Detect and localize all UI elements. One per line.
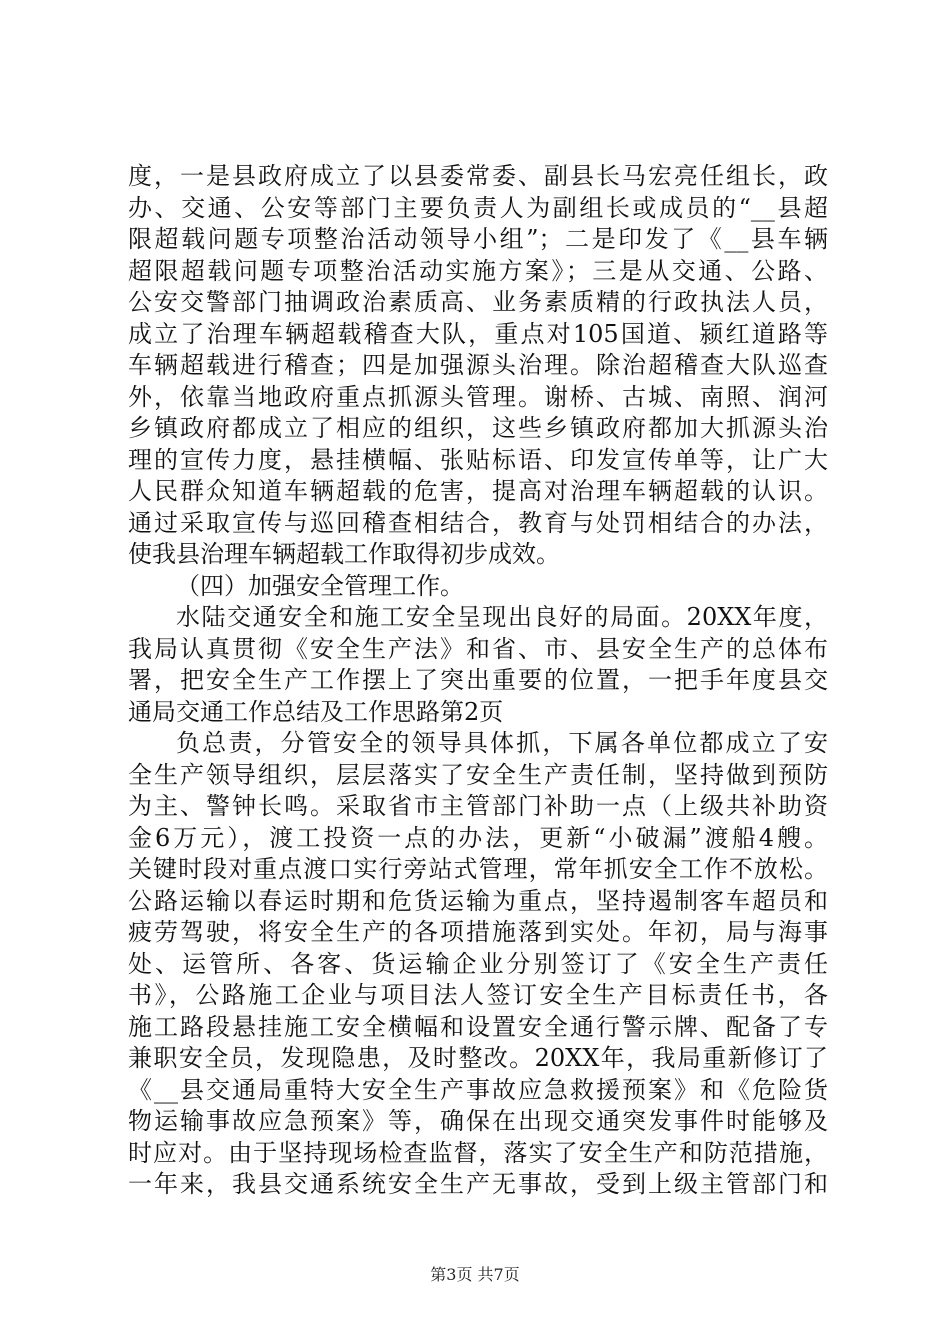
section-heading: （四）加强安全管理工作。 <box>176 571 464 600</box>
text-line: 度，一是县政府成立了以县委常委、副县长马宏亮任组长，政 <box>128 162 828 190</box>
text-line: 通过采取宣传与巡回稽查相结合，教育与处罚相结合的办法， <box>128 508 828 537</box>
text-line: 水陆交通安全和施工安全呈现出良好的局面。20XX年度， <box>176 603 828 631</box>
text-line: 关键时段对重点渡口实行旁站式管理，常年抓安全工作不放松。 <box>128 855 828 883</box>
page-footer: 第3页 共7页 <box>430 1265 520 1284</box>
text-line: 处、运管所、各客、货运输企业分别签订了《安全生产责任 <box>128 949 828 978</box>
text-line: 兼职安全员，发现隐患，及时整改。20XX年，我局重新修订了 <box>128 1044 828 1072</box>
text-line: 限超载问题专项整治活动领导小组”；二是印发了《__县车辆 <box>128 225 828 253</box>
text-line: 成立了治理车辆超载稽查大队，重点对105国道、颍红道路等 <box>128 319 828 348</box>
text-line: 时应对。由于坚持现场检查监督，落实了安全生产和防范措施， <box>128 1138 828 1167</box>
text-line: 人民群众知道车辆超载的危害，提高对治理车辆超载的认识。 <box>128 477 828 505</box>
text-line: 理的宣传力度，悬挂横幅、张贴标语、印发宣传单等，让广大 <box>128 445 828 474</box>
text-line: 施工路段悬挂施工安全横幅和设置安全通行警示牌、配备了专 <box>128 1012 828 1041</box>
text-line: 金6万元），渡工投资一点的办法，更新“小破漏”渡船4艘。 <box>128 823 828 852</box>
text-line: 为主、警钟长鸣。采取省市主管部门补助一点（上级共补助资 <box>128 792 828 820</box>
text-line: 我局认真贯彻《安全生产法》和省、市、县安全生产的总体布 <box>128 634 828 663</box>
text-line: 公安交警部门抽调政治素质高、业务素质精的行政执法人员， <box>128 288 828 316</box>
text-line: 一年来，我县交通系统安全生产无事故，受到上级主管部门和 <box>128 1170 828 1198</box>
text-line: 超限超载问题专项整治活动实施方案》；三是从交通、公路、 <box>128 256 828 285</box>
text-line: 书》，公路施工企业与项目法人签订安全生产目标责任书，各 <box>128 981 828 1009</box>
text-line: 车辆超载进行稽查；四是加强源头治理。除治超稽查大队巡查 <box>128 351 828 379</box>
text-line: 物运输事故应急预案》等，确保在出现交通突发事件时能够及 <box>128 1107 828 1135</box>
text-line: 全生产领导组织，层层落实了安全生产责任制，坚持做到预防 <box>128 760 828 789</box>
text-line: 公路运输以春运时期和危货运输为重点，坚持遏制客车超员和 <box>128 886 828 915</box>
text-line: 署，把安全生产工作摆上了突出重要的位置，一把手年度县交 <box>128 666 828 694</box>
text-line: 负总责，分管安全的领导具体抓，下属各单位都成立了安 <box>176 729 828 757</box>
text-line: 疲劳驾驶，将安全生产的各项措施落到实处。年初，局与海事 <box>128 918 828 946</box>
text-line: 办、交通、公安等部门主要负责人为副组长或成员的“__县超 <box>128 193 828 222</box>
text-line: 《__县交通局重特大安全生产事故应急救援预案》和《危险货 <box>128 1075 828 1104</box>
text-line: 外，依靠当地政府重点抓源头管理。谢桥、古城、南照、润河 <box>128 382 828 411</box>
text-line: 通局交通工作总结及工作思路第2页 <box>128 697 504 726</box>
text-line: 使我县治理车辆超载工作取得初步成效。 <box>128 540 560 568</box>
body-text <box>128 161 828 1201</box>
text-line: 乡镇政府都成立了相应的组织，这些乡镇政府都加大抓源头治 <box>128 414 828 442</box>
